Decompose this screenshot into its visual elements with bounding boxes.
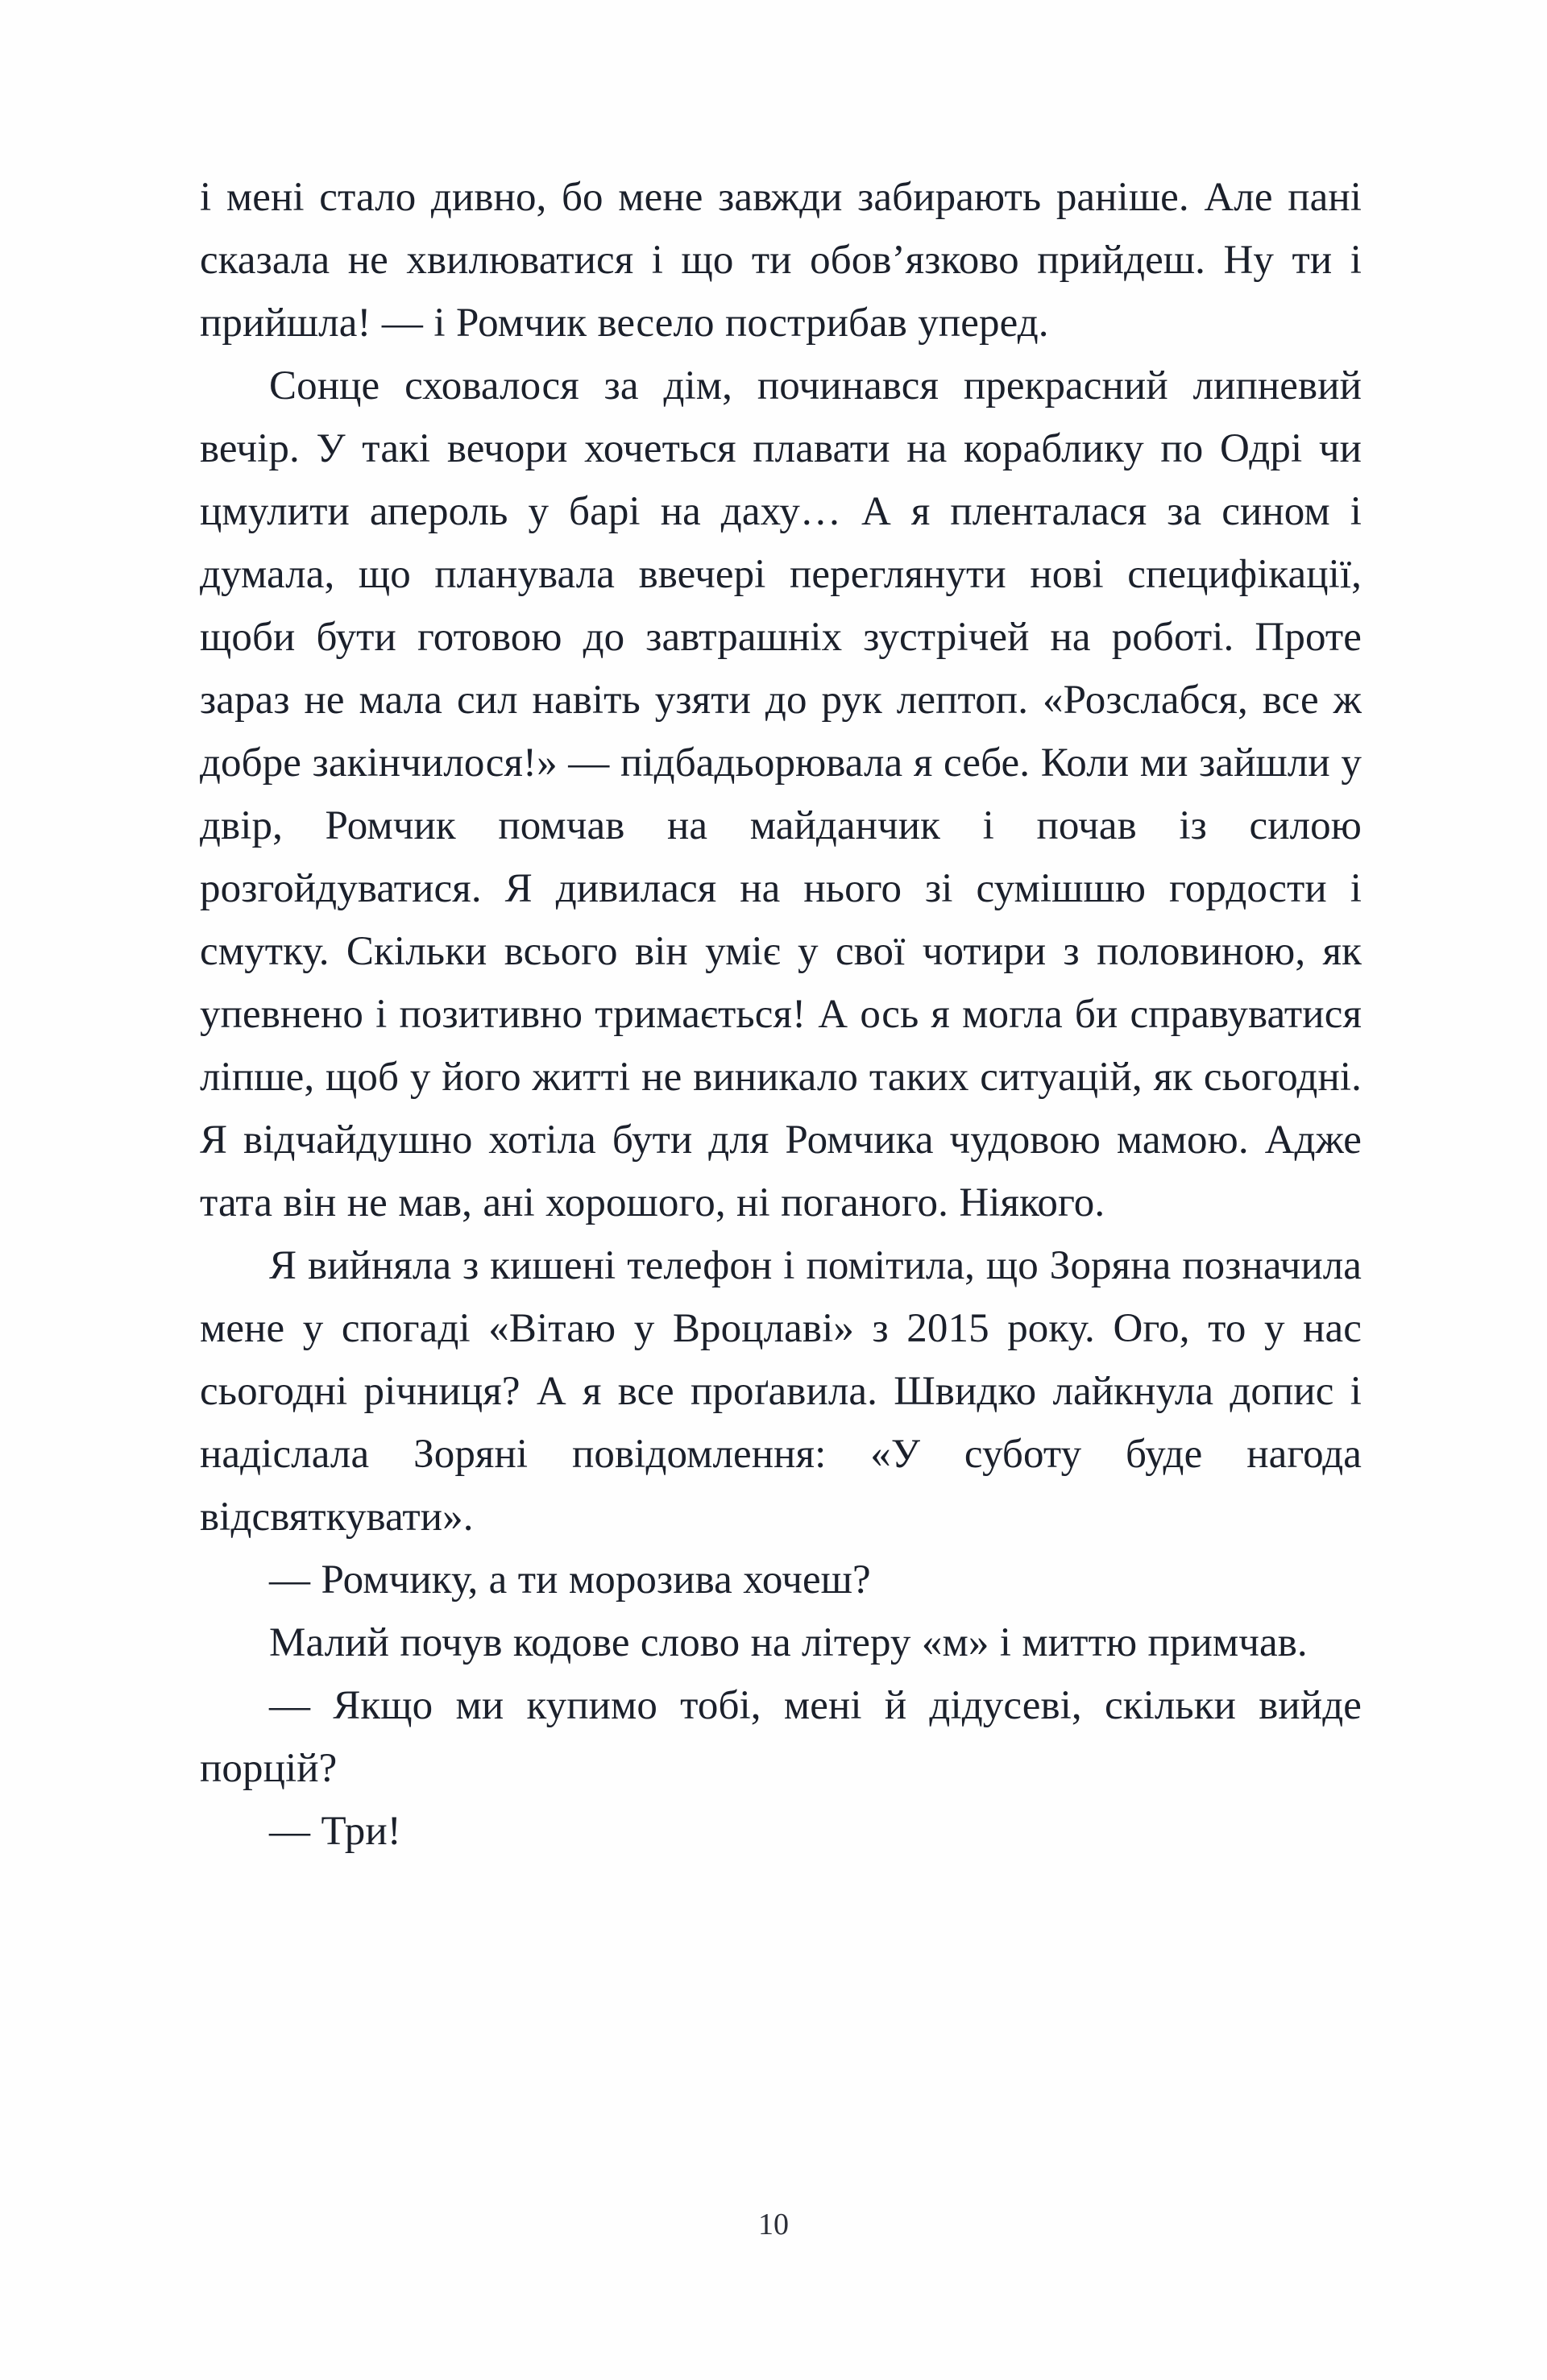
paragraph-dialogue-icecream-question: — Ромчику, а ти морозива хочеш?: [269, 1557, 871, 1603]
page-number: 10: [758, 2208, 789, 2241]
paragraph-dialogue-three: — Три!: [269, 1809, 401, 1854]
paragraph-evening: Сонце сховалося за дім, починався прекрасний липневий вечір. У такі вечори хочеться плавати на кораблику по Одрі чи цмулити апероль у барі на даху… А я пленталася за сином і думала, що планувала ввечері переглянути нові специфікації, щоби бути готовою до завтрашніх зустрічей на роботі. Проте зараз не мала сил навіть узяти до рук лептоп. «Розслабся, все ж добре закінчилося!» — підбадьорювала я себе. Коли ми зайшли у двір, Ромчик помчав на майданчик і почав із силою розгойдуватися. Я дивилася на нього зі сумішшю гордости і смутку. Скільки всього він уміє у свої чотири з половиною, як упевнено і позитивно тримається! А ось я могла би справуватися ліпше, щоб у його житті не виникало таких ситуацій, як сьогодні. Я відчайдушно хотіла бути для Ромчика чудовою мамою. Адже тата він не мав, ані хорошого, ні поганого. Ніякого.: [200, 363, 1362, 1225]
paragraph-continuation: і мені стало дивно, бо мене завжди забирають раніше. Але пані сказала не хвилюватися і що ти обов’язково прийдеш. Ну ти і прийшла! — і Ромчик весело пострибав уперед.: [200, 175, 1362, 346]
paragraph-phone: Я вийняла з кишені телефон і помітила, що Зоряна позначила мене у спогаді «Вітаю у Вроцлаві» з 2015 року. Ого, то у нас сьогодні річниця? А я все проґавила. Швидко лайкнула допис і надіслала Зоряні повідомлення: «У суботу буде нагода відсвяткувати».: [200, 1243, 1362, 1540]
paragraph-dialogue-portions-question: — Якщо ми купимо тобі, мені й дідусеві, скільки вийде порцій?: [200, 1683, 1362, 1791]
paragraph-dialogue-boy-ran: Малий почув кодове слово на літеру «м» і миттю примчав.: [269, 1620, 1308, 1665]
body-text-column: [200, 166, 1362, 1863]
